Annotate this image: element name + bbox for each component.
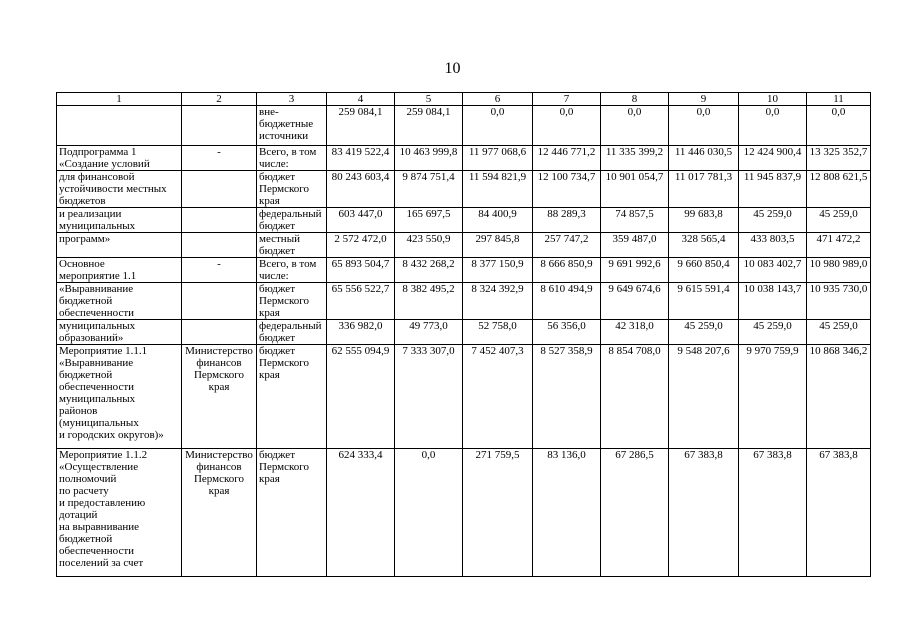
value-cell: 0,0 [533, 106, 601, 146]
table-row [57, 345, 871, 449]
value-cell: 2 572 472,0 [327, 233, 395, 258]
executor-cell [182, 449, 257, 577]
value-cell: 423 550,9 [395, 233, 463, 258]
table-row [57, 258, 871, 283]
program-name-line: обеспеченности [59, 381, 135, 393]
value-cell: 11 945 837,9 [739, 171, 807, 208]
program-name-cell [57, 106, 182, 146]
executor-cell [182, 233, 257, 258]
value-cell: 328 565,4 [669, 233, 739, 258]
table-row [57, 320, 871, 345]
value-cell: 80 243 603,4 [327, 171, 395, 208]
funding-source-line: Всего, в том [259, 146, 317, 158]
program-name-line: «Создание условий [59, 158, 150, 170]
program-name-line: на выравнивание [59, 521, 140, 533]
funding-source-line: бюджетные [259, 118, 314, 130]
value-cell: 12 446 771,2 [533, 146, 601, 171]
funding-source-cell [257, 283, 327, 320]
program-name-line: бюджетной [59, 369, 113, 381]
table-row [57, 171, 871, 208]
value-cell: 11 594 821,9 [463, 171, 533, 208]
value-cell: 8 854 708,0 [601, 345, 669, 449]
executor-cell [182, 283, 257, 320]
program-name-line: муниципальных [59, 393, 136, 405]
value-cell: 45 259,0 [669, 320, 739, 345]
executor-cell [182, 208, 257, 233]
column-header: 10 [739, 93, 807, 106]
value-cell: 49 773,0 [395, 320, 463, 345]
program-name-line: образований» [59, 332, 124, 344]
value-cell: 83 419 522,4 [327, 146, 395, 171]
value-cell: 12 424 900,4 [739, 146, 807, 171]
program-name-line: бюджетной [59, 295, 113, 307]
program-name-line: (муниципальных [59, 417, 139, 429]
program-name-line: Мероприятие 1.1.2 [59, 449, 148, 461]
value-cell: 7 333 307,0 [395, 345, 463, 449]
value-cell: 8 382 495,2 [395, 283, 463, 320]
funding-source-line: федеральный [259, 208, 322, 220]
program-name-line: обеспеченности [59, 545, 135, 557]
value-cell: 9 660 850,4 [669, 258, 739, 283]
executor-line [184, 283, 254, 295]
value-cell: 88 289,3 [533, 208, 601, 233]
value-cell: 52 758,0 [463, 320, 533, 345]
value-cell: 257 747,2 [533, 233, 601, 258]
program-name-line: полномочий [59, 473, 117, 485]
funding-source-line: края [259, 307, 280, 319]
value-cell: 84 400,9 [463, 208, 533, 233]
funding-source-line: федеральный [259, 320, 322, 332]
program-name-cell [57, 283, 182, 320]
program-name-line: дотаций [59, 509, 98, 521]
value-cell: 12 100 734,7 [533, 171, 601, 208]
funding-source-line: бюджет [259, 449, 295, 461]
funding-source-line: бюджет [259, 171, 295, 183]
executor-line [184, 106, 254, 118]
funding-source-cell [257, 345, 327, 449]
value-cell: 74 857,5 [601, 208, 669, 233]
funding-source-line: источники [259, 130, 309, 142]
program-name-line: устойчивости местных [59, 183, 167, 195]
program-name-cell [57, 345, 182, 449]
program-name-line: поселений за счет [59, 557, 144, 569]
program-name-line: Мероприятие 1.1.1 [59, 345, 148, 357]
column-header: 9 [669, 93, 739, 106]
value-cell: 99 683,8 [669, 208, 739, 233]
program-name-line: бюджетов [59, 195, 106, 207]
program-name-line: муниципальных [59, 220, 136, 232]
table-row [57, 106, 871, 146]
funding-source-line: бюджет [259, 245, 295, 257]
value-cell: 8 324 392,9 [463, 283, 533, 320]
funding-source-line: числе: [259, 158, 289, 170]
executor-line [184, 233, 254, 245]
funding-source-cell [257, 320, 327, 345]
program-name-line: и реализации [59, 208, 122, 220]
program-name-line: обеспеченности [59, 307, 135, 319]
funding-source-line: Пермского [259, 357, 310, 369]
value-cell: 83 136,0 [533, 449, 601, 577]
funding-source-line: Пермского [259, 295, 310, 307]
funding-source-line: края [259, 369, 280, 381]
value-cell: 9 691 992,6 [601, 258, 669, 283]
value-cell: 0,0 [395, 449, 463, 577]
value-cell: 433 803,5 [739, 233, 807, 258]
funding-source-cell [257, 208, 327, 233]
program-name-cell [57, 258, 182, 283]
value-cell: 45 259,0 [739, 208, 807, 233]
value-cell: 8 666 850,9 [533, 258, 601, 283]
funding-source-cell [257, 146, 327, 171]
executor-line: Министерство [185, 345, 253, 357]
executor-line [184, 320, 254, 332]
executor-cell [182, 320, 257, 345]
value-cell: 259 084,1 [327, 106, 395, 146]
column-header: 1 [57, 93, 182, 106]
value-cell: 67 286,5 [601, 449, 669, 577]
value-cell: 45 259,0 [739, 320, 807, 345]
program-name-cell [57, 208, 182, 233]
value-cell: 165 697,5 [395, 208, 463, 233]
funding-source-line: местный [259, 233, 300, 245]
value-cell: 359 487,0 [601, 233, 669, 258]
executor-line: края [208, 381, 230, 393]
column-header: 2 [182, 93, 257, 106]
value-cell: 9 615 591,4 [669, 283, 739, 320]
value-cell: 65 893 504,7 [327, 258, 395, 283]
value-cell: 42 318,0 [601, 320, 669, 345]
executor-cell [182, 106, 257, 146]
executor-line: Пермского [193, 473, 245, 485]
program-name-line: «Выравнивание [59, 283, 134, 295]
value-cell: 8 432 268,2 [395, 258, 463, 283]
program-name-line: мероприятие 1.1 [59, 270, 137, 282]
executor-cell [182, 258, 257, 283]
value-cell: 11 446 030,5 [669, 146, 739, 171]
value-cell: 10 038 143,7 [739, 283, 807, 320]
funding-source-cell [257, 233, 327, 258]
value-cell: 65 556 522,7 [327, 283, 395, 320]
value-cell: 471 472,2 [807, 233, 871, 258]
executor-line: - [217, 258, 221, 270]
page-number: 10 [444, 60, 461, 77]
value-cell: 11 017 781,3 [669, 171, 739, 208]
executor-line: края [208, 485, 230, 497]
value-cell: 9 874 751,4 [395, 171, 463, 208]
program-name-cell [57, 233, 182, 258]
value-cell: 13 325 352,7 [807, 146, 871, 171]
column-header: 4 [327, 93, 395, 106]
value-cell: 9 970 759,9 [739, 345, 807, 449]
value-cell: 624 333,4 [327, 449, 395, 577]
funding-source-line: края [259, 473, 280, 485]
funding-source-line: числе: [259, 270, 289, 282]
value-cell: 11 977 068,6 [463, 146, 533, 171]
value-cell: 62 555 094,9 [327, 345, 395, 449]
budget-table [56, 92, 871, 577]
value-cell: 0,0 [463, 106, 533, 146]
value-cell: 67 383,8 [669, 449, 739, 577]
program-name-line: по расчету [59, 485, 109, 497]
program-name-line: Основное [59, 258, 105, 270]
value-cell: 10 935 730,0 [807, 283, 871, 320]
column-header: 3 [257, 93, 327, 106]
funding-source-line: бюджет [259, 283, 295, 295]
column-header: 5 [395, 93, 463, 106]
executor-line: - [217, 146, 221, 158]
funding-source-line: бюджет [259, 220, 295, 232]
table-row [57, 208, 871, 233]
funding-source-line: бюджет [259, 345, 295, 357]
executor-line [184, 171, 254, 183]
value-cell: 10 083 402,7 [739, 258, 807, 283]
funding-source-line: Пермского [259, 183, 310, 195]
program-name-cell [57, 146, 182, 171]
table-row [57, 283, 871, 320]
funding-source-cell [257, 449, 327, 577]
funding-source-line: вне- [259, 106, 279, 118]
value-cell: 12 808 621,5 [807, 171, 871, 208]
table-row [57, 449, 871, 577]
value-cell: 9 649 674,6 [601, 283, 669, 320]
value-cell: 603 447,0 [327, 208, 395, 233]
funding-source-line: бюджет [259, 332, 295, 344]
table-row [57, 146, 871, 171]
value-cell: 0,0 [739, 106, 807, 146]
value-cell: 67 383,8 [739, 449, 807, 577]
funding-source-line: Всего, в том [259, 258, 317, 270]
program-name-line: муниципальных [59, 320, 136, 332]
program-name-line: «Выравнивание [59, 357, 134, 369]
funding-source-cell [257, 258, 327, 283]
value-cell: 7 452 407,3 [463, 345, 533, 449]
executor-line: Министерство [185, 449, 253, 461]
program-name-line: «Осуществление [59, 461, 139, 473]
funding-source-line: края [259, 195, 280, 207]
value-cell: 10 901 054,7 [601, 171, 669, 208]
executor-line: Пермского [193, 369, 245, 381]
funding-source-line: Пермского [259, 461, 310, 473]
program-name-line: для финансовой [59, 171, 135, 183]
value-cell: 8 527 358,9 [533, 345, 601, 449]
value-cell: 67 383,8 [807, 449, 871, 577]
value-cell: 0,0 [601, 106, 669, 146]
program-name-cell [57, 320, 182, 345]
funding-source-cell [257, 171, 327, 208]
executor-cell [182, 171, 257, 208]
value-cell: 0,0 [669, 106, 739, 146]
table-row [57, 233, 871, 258]
column-header: 8 [601, 93, 669, 106]
value-cell: 45 259,0 [807, 208, 871, 233]
program-name-cell [57, 449, 182, 577]
program-name-cell [57, 171, 182, 208]
program-name-line: и предоставлению [59, 497, 146, 509]
value-cell: 8 377 150,9 [463, 258, 533, 283]
program-name-line: Подпрограмма 1 [59, 146, 137, 158]
column-header: 11 [807, 93, 871, 106]
value-cell: 10 463 999,8 [395, 146, 463, 171]
executor-line: финансов [196, 357, 242, 369]
value-cell: 10 980 989,0 [807, 258, 871, 283]
value-cell: 11 335 399,2 [601, 146, 669, 171]
column-header: 6 [463, 93, 533, 106]
funding-source-cell [257, 106, 327, 146]
program-name-line: районов [59, 405, 98, 417]
header-row [57, 93, 871, 106]
program-name-line: бюджетной [59, 533, 113, 545]
value-cell: 9 548 207,6 [669, 345, 739, 449]
value-cell: 0,0 [807, 106, 871, 146]
executor-line: финансов [196, 461, 242, 473]
column-header: 7 [533, 93, 601, 106]
value-cell: 297 845,8 [463, 233, 533, 258]
value-cell: 56 356,0 [533, 320, 601, 345]
value-cell: 45 259,0 [807, 320, 871, 345]
program-name-line: и городских округов)» [59, 429, 164, 441]
executor-line [184, 208, 254, 220]
executor-cell [182, 146, 257, 171]
value-cell: 8 610 494,9 [533, 283, 601, 320]
program-name-line: программ» [59, 233, 111, 245]
value-cell: 259 084,1 [395, 106, 463, 146]
executor-cell [182, 345, 257, 449]
value-cell: 336 982,0 [327, 320, 395, 345]
value-cell: 10 868 346,2 [807, 345, 871, 449]
value-cell: 271 759,5 [463, 449, 533, 577]
